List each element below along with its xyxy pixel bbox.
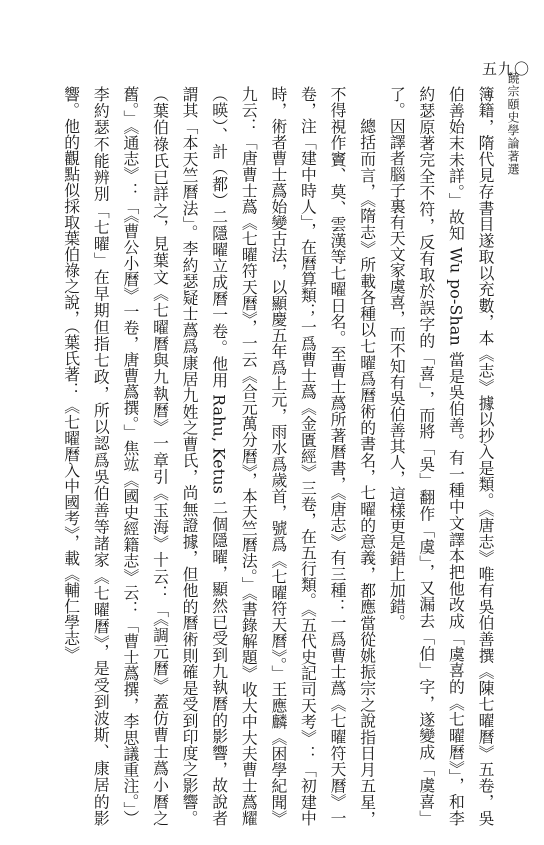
page-number: 五九〇 (482, 60, 531, 78)
paragraph: 總括而言，《隋志》所載各種以七曜爲曆術的書名，七曜的意義，都應當從姚振宗之說指日月五星，不得視作竇、莫、雲漢等七曜日名。至曹士蔿所著曆書，《唐志》有三種：一爲曹士蔿《七曜符天曆》一卷，注「建中時人」，在曆算類；一爲曹士蔿《金匱經》三卷，在五行類。《五代史記司天考》：「初建中時，術者曹士蔿始變古法，以顯慶五年爲上元，雨水爲歲首，號爲《七曜符天曆》。」王應麟《困學紀聞》九云：「唐曹士蔿《七曜符天曆》，一云《合元萬分曆》，本天竺曆法。」《書錄解題》收大中大夫曹士蔿耀（暎）、計（都）二隱曜立成曆一卷。他用 Rahu, Ketus 二個隱曜，顯然已受到九執曆的影響，故說者謂其「本天竺曆法」。李約瑟疑士蔿爲康居九姓之曹氏，尚無證據，但他的曆術則確是受到印度之影響。（葉伯祿氏已詳之，見葉文《七曜曆與九執曆》一章引《玉海》十云：「《調元曆》蓋仿曹士蔿小曆之舊。」《通志》：「《曹公小曆》一卷，唐曹蔿撰。」焦竑《國史經籍志》云：「曹士蔿撰，李思議重注。」）李約瑟不能辨別「七曜」在早期但指七政，所以認爲吳伯善等諸家《七曜曆》，是受到波斯、康居的影響。他的觀點似採取葉伯祿之說，（葉氏著：《七曜曆入中國考》，載《輔仁學志》 (61, 86, 377, 826)
paragraph: 簿籍，隋代見存書目遂取以充數，本《志》據以抄入是類。《唐志》唯有吳伯善撰《陳七曜曆》五卷，吳伯善始末未詳。」故知 Wu po-Shan 當是吳伯善。有一種中文譯本把他改成「虞喜的《七曜曆》」，和李約瑟原著完全不符，反有取於誤字的「喜」，而將「吳」翻作「虞」，又漏去「伯」字，遂變成「虞喜」了。因譯者腦子裏有天文家虞喜，而不知有吳伯善其人，這樣更是錯上加錯。 (387, 86, 495, 826)
body-text (20, 86, 500, 826)
running-header: 饒宗頤史學論著選 (506, 72, 520, 176)
